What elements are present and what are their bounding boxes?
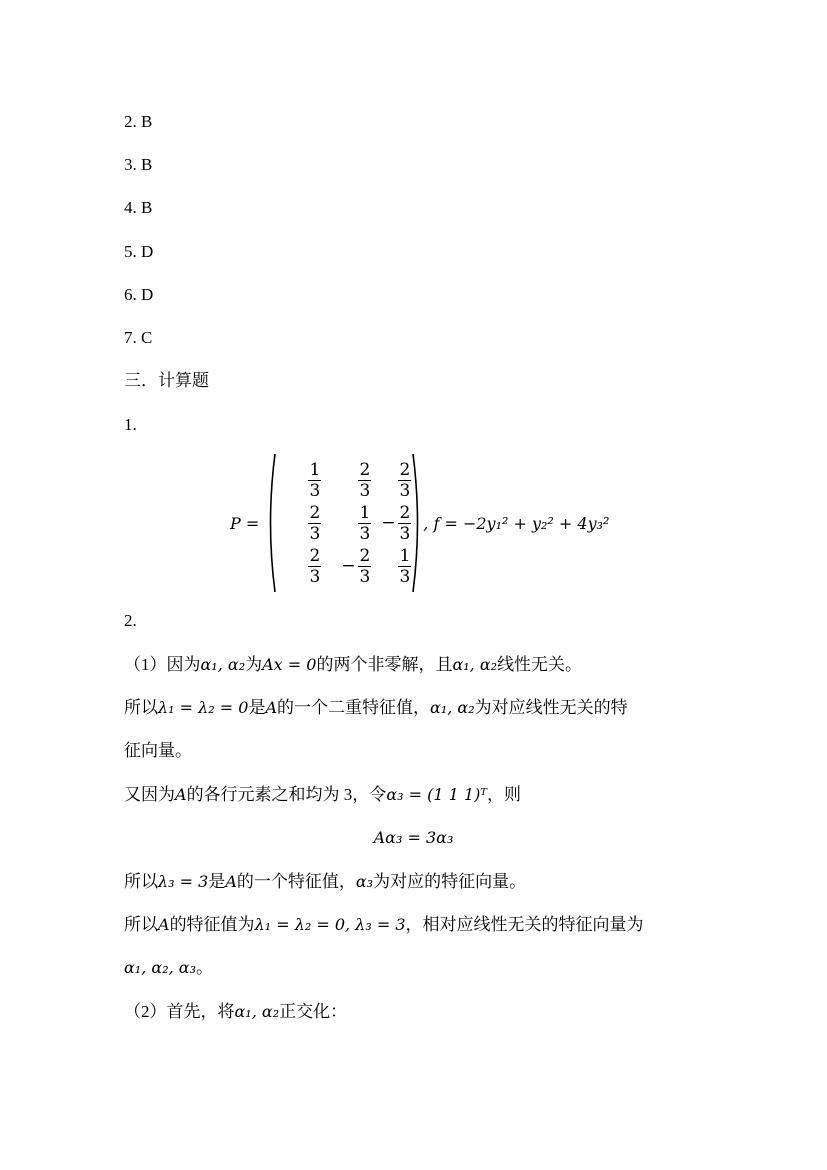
math-expression: A [225,872,237,891]
solution-line [124,655,582,675]
question-label: 2. [124,611,137,630]
numerator: 2 [399,502,411,523]
matrix-cell [371,460,411,501]
numerator: 2 [309,502,321,523]
text: 为对应线性无关的特 [474,698,628,717]
matrix-P [277,460,411,587]
text: 征向量。 [124,741,192,760]
matrix-cell [371,546,411,587]
text: 的一个二重特征值， [277,698,431,717]
fraction [358,546,371,587]
denominator: 3 [309,523,321,544]
matrix-cell [321,503,371,544]
math-expression: Aα₃ = 3α₃ [373,828,454,847]
matrix-cell [371,503,411,544]
matrix-cell [321,460,371,501]
numerator: 1 [399,545,411,566]
fraction [358,503,371,544]
fraction [398,546,411,587]
denominator: 3 [399,480,411,501]
sign: − [381,513,396,533]
numerator: 1 [309,459,321,480]
solution-line [124,915,644,935]
text: 的各行元素之和均为 3，令 [186,785,387,804]
sign: − [341,556,356,576]
math-expression: α₁, α₂, α₃ [124,958,196,977]
math-expression: α₃ = (1 1 1)ᵀ [386,785,488,804]
right-paren-icon [411,452,423,594]
fraction [398,460,411,501]
solution-line [124,872,526,892]
answer-item: 6. D [124,285,154,304]
text: 又因为 [124,785,175,804]
numerator: 1 [359,502,371,523]
numerator: 2 [309,545,321,566]
text: ，相对应线性无关的特征向量为 [405,915,644,934]
numerator: 2 [359,545,371,566]
denominator: 3 [359,566,371,587]
denominator: 3 [359,523,371,544]
text: 为对应的特征向量。 [373,872,527,891]
matrix-equation [230,452,609,594]
solution-line [124,785,521,805]
text: （1）因为 [124,655,201,674]
numerator: 2 [359,459,371,480]
denominator: 3 [399,566,411,587]
math-expression: A [175,785,187,804]
matrix-cell [277,546,321,587]
math-expression: A [265,698,278,717]
math-expression: α₁, α₂ [452,655,498,674]
left-paren-icon [265,452,277,594]
section-title: 三．计算题 [124,371,209,390]
solution-line [124,698,628,718]
matrix-lhs: P = [230,513,260,533]
solution-line [0,828,827,848]
matrix-cell [277,460,321,501]
matrix-cell [321,546,371,587]
math-expression: α₃ [355,872,374,891]
math-expression: λ₃ = 3 [158,872,209,891]
text: 的两个非零解，且 [316,655,453,674]
denominator: 3 [399,523,411,544]
numerator: 2 [399,459,411,480]
fraction [308,546,321,587]
denominator: 3 [309,480,321,501]
text: 。 [196,958,213,977]
fraction [398,503,411,544]
text: 是 [208,872,226,891]
answer-item: 2. B [124,112,153,131]
text: 为 [245,655,263,674]
answer-item: 7. C [124,328,153,347]
quadratic-form: , f = −2y₁² + y₂² + 4y₃² [423,513,610,533]
text: （2）首先，将 [124,1002,235,1021]
denominator: 3 [359,480,371,501]
answer-item: 5. D [124,242,154,261]
text: ，则 [487,785,522,804]
math-expression: Ax = 0 [262,655,317,674]
text: 正交化： [279,1002,348,1021]
text: 所以 [124,915,158,934]
denominator: 3 [309,566,321,587]
math-expression: λ₁ = λ₂ = 0 [158,698,249,717]
text: 线性无关。 [497,655,583,674]
fraction [358,460,371,501]
math-expression: α₁, α₂ [234,1002,280,1021]
matrix-cell [277,503,321,544]
fraction [308,503,321,544]
math-expression: α₁, α₂ [430,698,475,717]
fraction [308,460,321,501]
math-expression: A [158,915,170,934]
text: 所以 [124,872,158,891]
answer-item: 3. B [124,155,153,174]
solution-line [124,958,213,978]
math-expression: λ₁ = λ₂ = 0, λ₃ = 3 [254,915,406,934]
solution-line [124,741,192,761]
text: 的特征值为 [169,915,255,934]
text: 的一个特征值， [236,872,356,891]
solution-line [124,1002,347,1022]
text: 所以 [124,698,158,717]
answer-item: 4. B [124,198,153,217]
text: 是 [248,698,266,717]
math-expression: α₁, α₂ [200,655,246,674]
question-label: 1. [124,415,137,434]
